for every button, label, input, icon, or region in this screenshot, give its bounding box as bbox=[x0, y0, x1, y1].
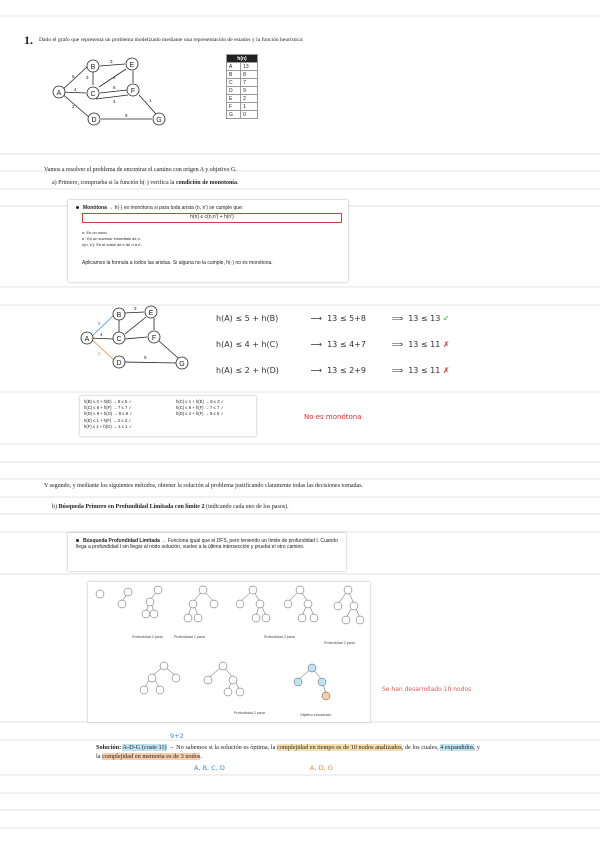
question-text: Dado el grafo que representa un problema modelizado mediante una representación de estados y la función heurística: bbox=[39, 37, 304, 43]
part-a: a) Primero, comprueba si la función h(·) verifica la condición de monotonía. bbox=[52, 180, 239, 186]
svg-text:F: F bbox=[151, 335, 157, 342]
hand-9-2: 9+2 bbox=[170, 732, 184, 740]
svg-text:Profundidad 2 parar: Profundidad 2 parar bbox=[174, 635, 205, 639]
question-number: 1. bbox=[24, 33, 33, 47]
bpl-card bbox=[68, 533, 346, 571]
state-graph bbox=[48, 52, 188, 132]
check-list-card bbox=[80, 396, 256, 436]
def-cost: c(n, n'): Es el coste de ir de n a n'. bbox=[82, 242, 143, 247]
svg-text:Profundidad 2 parar: Profundidad 2 parar bbox=[234, 711, 265, 715]
search-trees bbox=[88, 582, 370, 722]
svg-text:B: B bbox=[116, 312, 122, 319]
svg-text:2: 2 bbox=[98, 351, 101, 356]
svg-text:D: D bbox=[116, 360, 122, 367]
svg-text:Profundidad 2 parar: Profundidad 2 parar bbox=[132, 635, 163, 639]
svg-text:C: C bbox=[90, 91, 96, 98]
svg-text:3: 3 bbox=[110, 59, 113, 64]
svg-text:3: 3 bbox=[134, 306, 137, 311]
heuristic-header: h(n) bbox=[227, 55, 258, 63]
svg-text:E: E bbox=[148, 310, 154, 317]
svg-text:Profundidad 2 parar: Profundidad 2 parar bbox=[264, 635, 295, 639]
svg-text:D: D bbox=[91, 117, 97, 124]
intro-text: Vamos a resolver el problema de encontrar el camino con origen A y objetivo G. bbox=[44, 167, 237, 173]
svg-text:C: C bbox=[116, 336, 122, 343]
svg-text:1: 1 bbox=[149, 98, 152, 103]
part-b: b) Búsqueda Primero en Profundidad Limitada con límite 2 (indicando cada uno de los pasos). bbox=[52, 504, 289, 510]
solution-text: Solución: A-D-G (coste 11) → No sabemos si la solución es óptima, la complejidad en tiempo es de 10 nodos analizados, de los cuales, 4 expandidos, y la complejidad en memoria es de 3 nodos. bbox=[96, 744, 480, 760]
check-list-left: h(B) ≤ 3 + h(E) → 8 ≤ 5 ✓ h(C) ≤ 6 + h(F) → 7 ≤ 7 ✓ h(D) ≤ 9 + h(G) → 9 ≤ 9 ✓ h(E) ≤ 1 + h(F) → 2 ≤ 2 ✓ h(F) ≤ 1 + h(G) → 1 ≤ 1 ✓ bbox=[84, 399, 133, 429]
svg-text:6: 6 bbox=[113, 85, 116, 90]
annotated-graph bbox=[78, 303, 198, 373]
svg-text:E: E bbox=[129, 62, 135, 69]
def-n: n: Es un nodo. bbox=[82, 230, 108, 235]
svg-text:F: F bbox=[130, 88, 136, 95]
check-list-right: h(C) ≤ 1 + h(E) → 8 ≤ 3 ✓ h(C) ≤ 6 + h(F) → 7 ≤ 7 ✓ h(D) ≤ 4 + h(F) → 9 ≤ 5 ✓ bbox=[176, 399, 225, 417]
svg-text:2: 2 bbox=[72, 104, 75, 109]
bpl-text: Búsqueda Profundidad Limitada → Funciona igual que el DFS, pero teniendo un límite de profundidad l. Cuando llega a profundidad l sin llegar al nodo solución, vuelve a la última intersección y prueba el otro camino. bbox=[76, 538, 338, 550]
note-no-monotona: No es monótona bbox=[304, 413, 362, 421]
def-n-prime: n': Es un sucesor inmediato de n. bbox=[82, 236, 142, 241]
svg-text:4: 4 bbox=[100, 332, 103, 337]
hand-expanded-list: A, B, C, D bbox=[194, 764, 225, 772]
hand-check-row: h(A) ≤ 2 + h(D) ⟶ 13 ≤ 2+9 ⟹ 13 ≤ 11 ✗ bbox=[216, 366, 450, 375]
heuristic-table: h(n) A 13 B 8 C 7 D 9 E 2 F 1 G 0 bbox=[226, 54, 258, 119]
monotonia-apply: Aplicamos la formula a todos las aristas. Si alguna no la cumple, h(·) no es monótona. bbox=[82, 260, 273, 266]
svg-text:B: B bbox=[90, 64, 96, 71]
hand-memory-list: A, D, G bbox=[310, 764, 333, 772]
svg-text:4: 4 bbox=[113, 99, 116, 104]
svg-text:9: 9 bbox=[125, 113, 128, 118]
svg-text:A: A bbox=[84, 336, 90, 343]
tree-note: Se han desarrollado 10 nodos bbox=[382, 686, 472, 693]
svg-text:Profundidad 2 parar: Profundidad 2 parar bbox=[324, 641, 355, 645]
svg-text:9: 9 bbox=[144, 355, 147, 360]
svg-text:4: 4 bbox=[113, 75, 116, 80]
svg-text:3: 3 bbox=[86, 75, 89, 80]
monotonia-card bbox=[68, 200, 348, 282]
svg-text:G: G bbox=[179, 361, 185, 368]
hand-checks bbox=[216, 306, 450, 384]
svg-text:4: 4 bbox=[74, 87, 77, 92]
monotonia-title: Monótona → h(·) es monótona si para toda arista (n, n') se cumple que: bbox=[76, 205, 243, 211]
svg-text:A: A bbox=[56, 90, 62, 97]
svg-text:Objetivo encontrado: Objetivo encontrado bbox=[300, 713, 332, 717]
section-b-intro: Y segundo, y mediante los siguientes métodos, obtener la solución al problema justificando claramente todas las decisiones tomadas. bbox=[44, 483, 364, 489]
hand-check-row: h(A) ≤ 4 + h(C) ⟶ 13 ≤ 4+7 ⟹ 13 ≤ 11 ✗ bbox=[216, 340, 450, 349]
hand-check-row: h(A) ≤ 5 + h(B) ⟶ 13 ≤ 5+8 ⟹ 13 ≤ 13 ✓ bbox=[216, 314, 450, 323]
monotonia-formula: h(n) ≤ c(n,n') + h(n') bbox=[82, 213, 342, 223]
search-trees-drawing bbox=[88, 582, 370, 722]
svg-text:5: 5 bbox=[98, 321, 101, 326]
svg-text:G: G bbox=[156, 117, 162, 124]
svg-text:5: 5 bbox=[72, 74, 75, 79]
